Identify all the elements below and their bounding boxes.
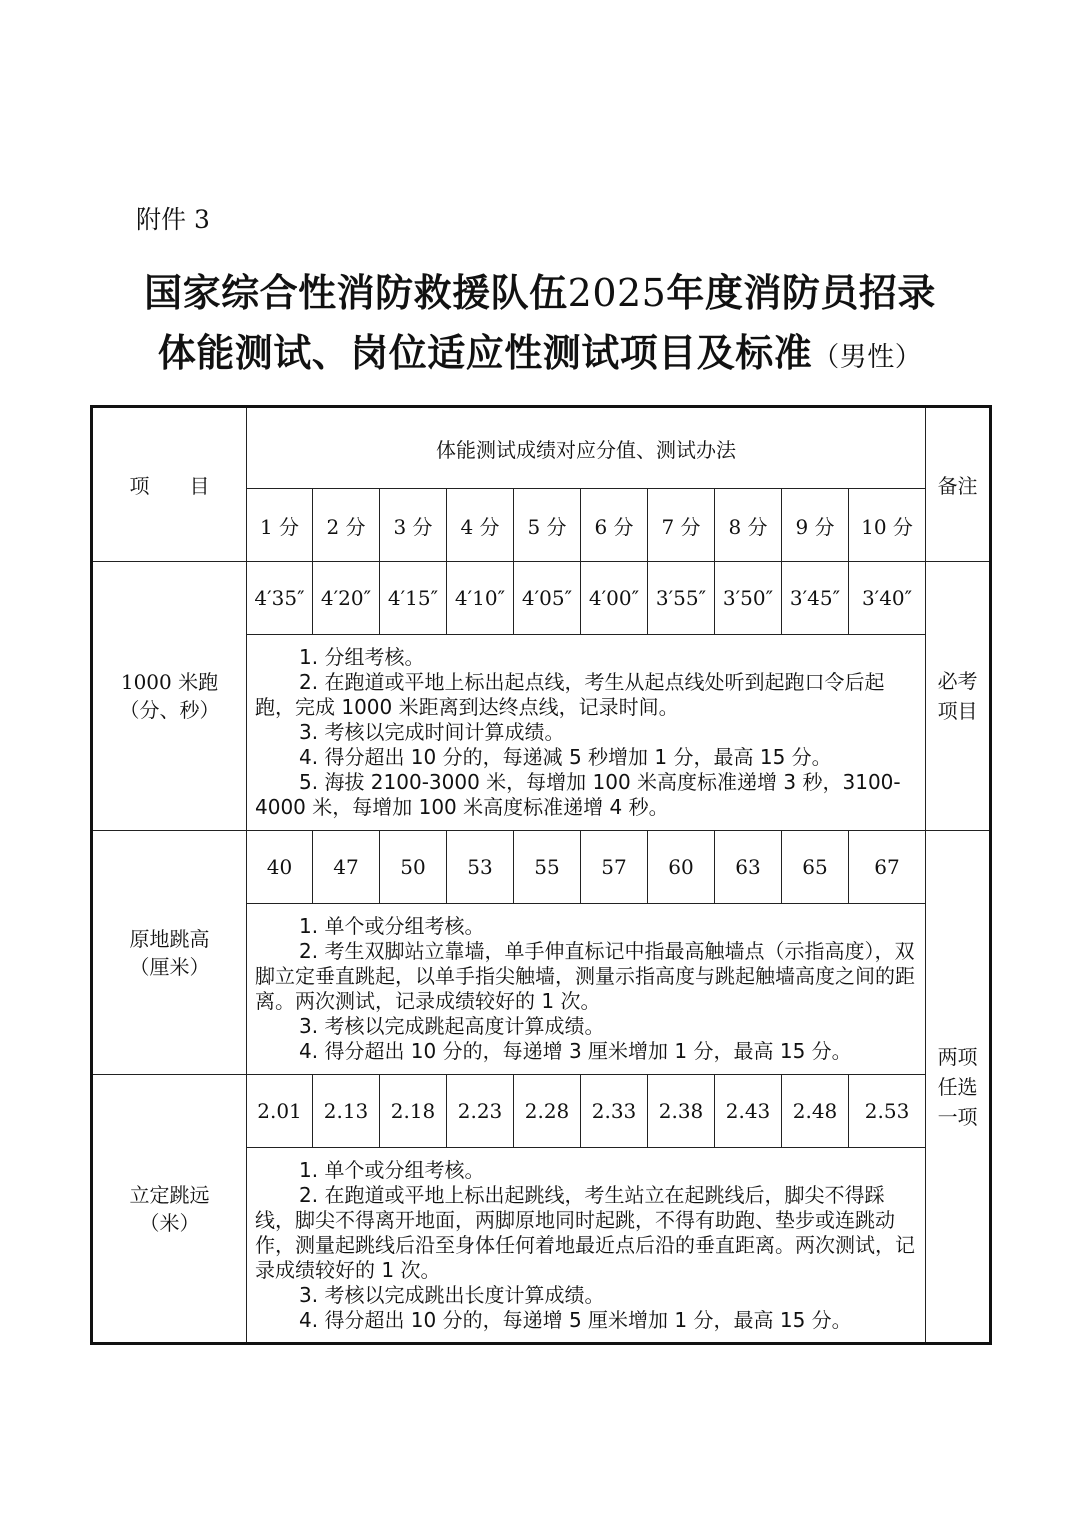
score-label: 10 分 — [849, 489, 926, 562]
score-value: 2.38 — [648, 1075, 715, 1148]
score-value: 3′55″ — [648, 562, 715, 635]
remark-line: 任选 — [937, 1074, 978, 1099]
method-line: 3. 考核以完成跳出长度计算成绩。 — [299, 1282, 605, 1307]
score-value: 4′00″ — [581, 562, 648, 635]
test-method-long-jump — [247, 1148, 926, 1344]
score-value: 2.01 — [247, 1075, 313, 1148]
score-value: 40 — [247, 831, 313, 904]
score-value: 4′20″ — [313, 562, 380, 635]
title-line2-main: 体能测试、岗位适应性测试项目及标准 — [157, 331, 813, 375]
score-value: 4′15″ — [380, 562, 447, 635]
score-value: 4′05″ — [514, 562, 581, 635]
score-value: 60 — [648, 831, 715, 904]
attachment-label: 附件 3 — [136, 205, 210, 234]
score-value: 2.33 — [581, 1075, 648, 1148]
method-line: 4. 得分超出 10 分的，每递增 5 厘米增加 1 分，最高 15 分。 — [299, 1307, 852, 1332]
method-line: 2. 在跑道或平地上标出起跳线，考生站立在起跳线后，脚尖不得踩线，脚尖不得离开地面，两脚原地同时起跳，不得有助跑、垫步或连跳动作，测量起跳线后沿至身体任何着地最近点后沿的垂直距离。两次测试，记录成绩较好的 1 次。 — [255, 1182, 915, 1282]
score-value: 2.23 — [447, 1075, 514, 1148]
score-value: 67 — [849, 831, 926, 904]
header-group: 体能测试成绩对应分值、测试办法 — [247, 407, 926, 489]
remark-choose-one — [926, 831, 991, 1344]
standards-table — [90, 405, 992, 1345]
score-value: 2.48 — [782, 1075, 849, 1148]
score-value: 65 — [782, 831, 849, 904]
score-value: 2.18 — [380, 1075, 447, 1148]
item-unit: （分、秒） — [119, 698, 220, 722]
table-row — [92, 1075, 991, 1148]
score-value: 3′45″ — [782, 562, 849, 635]
item-cell-long-jump — [92, 1075, 247, 1344]
method-line: 1. 分组考核。 — [299, 645, 425, 669]
score-label: 7 分 — [648, 489, 715, 562]
title-gender: （男性） — [812, 342, 923, 373]
method-line: 1. 单个或分组考核。 — [299, 1157, 485, 1182]
method-line: 3. 考核以完成时间计算成绩。 — [299, 720, 565, 744]
title-part-b: 年度消防员招录 — [666, 271, 936, 315]
score-label: 5 分 — [514, 489, 581, 562]
header-remark: 备注 — [926, 407, 991, 562]
method-line: 2. 在跑道或平地上标出起点线，考生从起点线处听到起跑口令后起跑，完成 1000 米距离到达终点线，记录时间。 — [255, 670, 885, 719]
score-label: 9 分 — [782, 489, 849, 562]
table-row — [92, 831, 991, 904]
score-value: 4′35″ — [247, 562, 313, 635]
score-label: 4 分 — [447, 489, 514, 562]
item-unit: （厘米） — [129, 954, 210, 979]
score-label: 1 分 — [247, 489, 313, 562]
item-name: 原地跳高 — [129, 926, 210, 951]
score-value: 53 — [447, 831, 514, 904]
header-item: 项 目 — [92, 407, 247, 562]
score-label: 8 分 — [715, 489, 782, 562]
item-name: 立定跳远 — [129, 1182, 210, 1207]
remark-line: 必考 — [937, 669, 978, 693]
score-label: 2 分 — [313, 489, 380, 562]
method-line: 5. 海拔 2100-3000 米，每增加 100 米高度标准递增 3 秒，3100-4000 米，每增加 100 米高度标准递增 4 秒。 — [255, 770, 901, 819]
test-method-run — [247, 635, 926, 831]
header-row — [92, 407, 991, 489]
score-value: 50 — [380, 831, 447, 904]
item-cell-run — [92, 562, 247, 831]
score-value: 3′50″ — [715, 562, 782, 635]
title-part-a: 国家综合性消防救援队伍 — [144, 271, 568, 315]
score-label: 6 分 — [581, 489, 648, 562]
score-value: 47 — [313, 831, 380, 904]
score-value: 2.43 — [715, 1075, 782, 1148]
score-value: 63 — [715, 831, 782, 904]
test-method-high-jump — [247, 904, 926, 1075]
score-value: 4′10″ — [447, 562, 514, 635]
score-value: 2.13 — [313, 1075, 380, 1148]
page-title-line2 — [0, 322, 1080, 377]
item-cell-high-jump — [92, 831, 247, 1075]
item-unit: （米） — [139, 1210, 200, 1235]
score-label: 3 分 — [380, 489, 447, 562]
method-line: 4. 得分超出 10 分的，每递增 3 厘米增加 1 分，最高 15 分。 — [299, 1039, 852, 1063]
score-value: 2.28 — [514, 1075, 581, 1148]
remark-line: 项目 — [937, 699, 978, 723]
remark-required — [926, 562, 991, 831]
page-title-line1 — [0, 262, 1080, 317]
remark-line: 一项 — [937, 1104, 978, 1129]
score-value: 55 — [514, 831, 581, 904]
method-line: 2. 考生双脚站立靠墙，单手伸直标记中指最高触墙点（示指高度），双脚立定垂直跳起，以单手指尖触墙，测量示指高度与跳起触墙高度之间的距离。两次测试，记录成绩较好的 1 次。 — [255, 939, 915, 1013]
remark-line: 两项 — [937, 1044, 978, 1069]
item-name: 1000 米跑 — [120, 670, 219, 694]
method-line: 1. 单个或分组考核。 — [299, 914, 485, 938]
method-line: 4. 得分超出 10 分的，每递减 5 秒增加 1 分，最高 15 分。 — [299, 745, 832, 769]
score-value: 2.53 — [849, 1075, 926, 1148]
score-value: 57 — [581, 831, 648, 904]
title-year: 2025 — [567, 271, 667, 315]
score-value: 3′40″ — [849, 562, 926, 635]
method-line: 3. 考核以完成跳起高度计算成绩。 — [299, 1014, 605, 1038]
table-row — [92, 562, 991, 635]
